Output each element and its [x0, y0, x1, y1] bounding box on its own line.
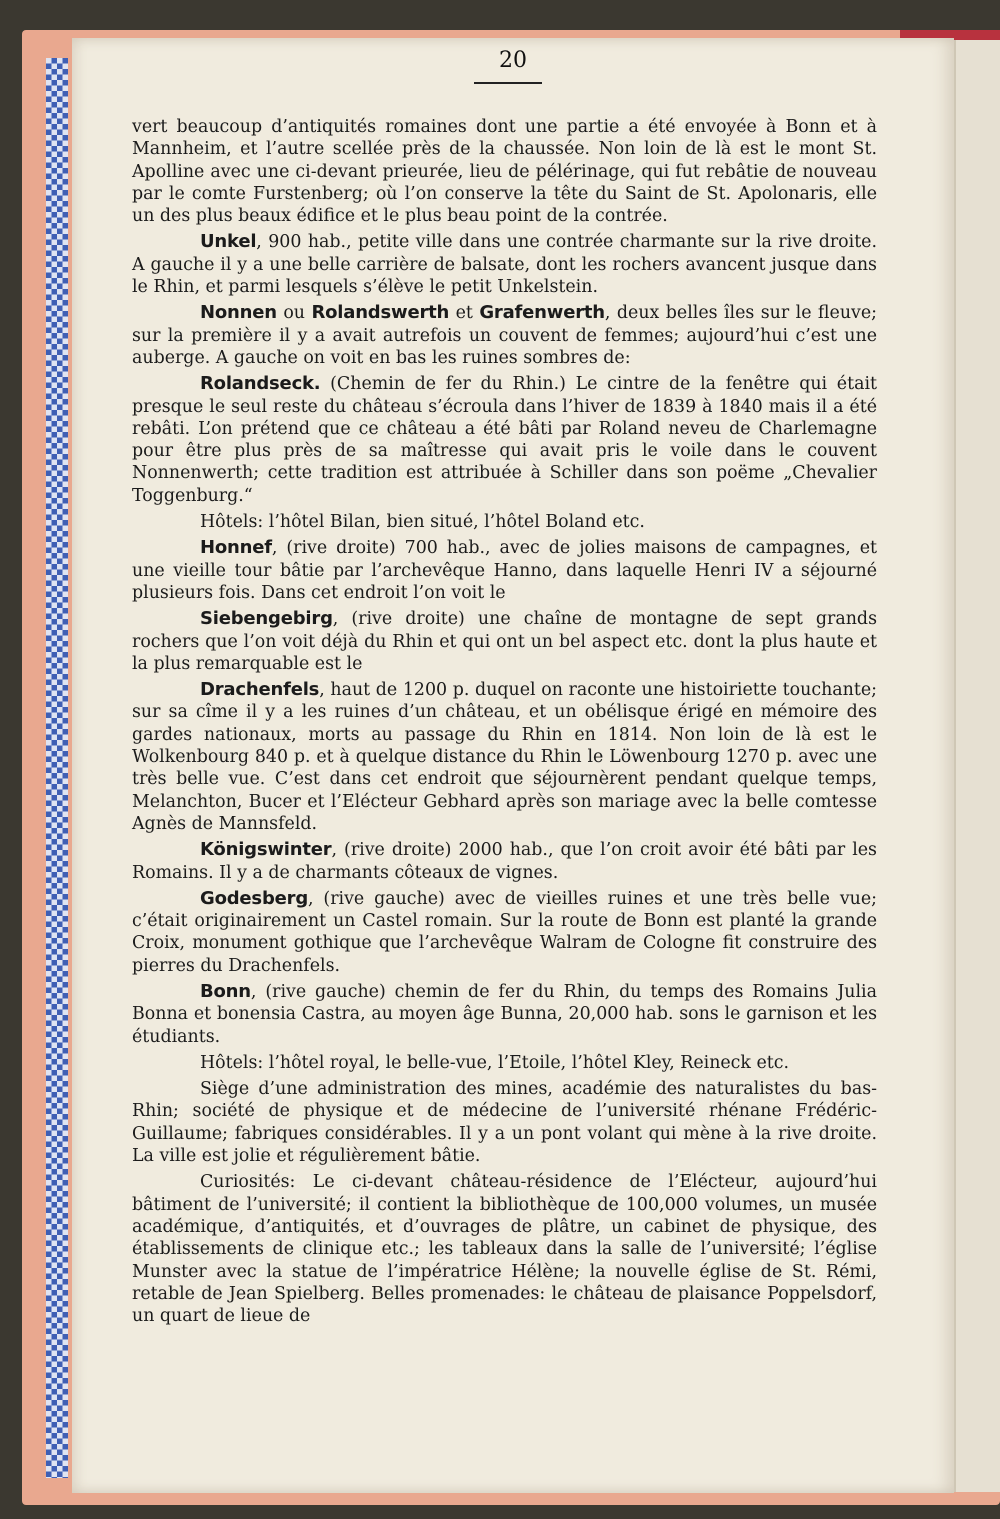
place-name: Bonn	[200, 980, 251, 1002]
paragraph-text: , deux belles îles sur le fleuve; sur la première il y a avait autrefois un couvent de femmes; aujourd’hui c’est une auberge. A gauche on voit en bas les ruines sombres de:	[132, 303, 877, 368]
page-body-text	[132, 116, 877, 1331]
place-name: Rolandseck.	[200, 373, 321, 395]
paragraph-text: , 900 hab., petite ville dans une contrée charmante sur la rive droite. A gauche il y a une belle carrière de balsate, dont les rochers avancent jusque dans le Rhin, et parmi lesquels s’élève le petit Unkelstein.	[132, 232, 877, 298]
paragraph	[132, 839, 877, 884]
place-name: Königswinter	[200, 839, 332, 861]
paragraph-text: vert beaucoup d’antiquités romaines dont une partie a été envoyée à Bonn et à Mannheim, et l’autre scellée près de la chaussée. Non loin de là est le mont St. Apolline avec une ci-devant prieurée, lieu de pélérinage, qui fut rebâtie de nouveau par le comte Furstenberg; où l’on conserve la tête du Saint de St. Apolonaris, elle un des plus beaux édifice et le plus beau point de la contrée.	[132, 117, 877, 227]
place-name: Siebengebirg	[200, 608, 333, 630]
paragraph	[132, 231, 877, 298]
paragraph-text: Siège d’une administration des mines, académie des naturalistes du bas-Rhin; société de physique et de médecine de l’université rhénane Frédéric-Guillaume; fabriques considérables. Il y a un pont volant qui mène à la rive droite. La ville est jolie et régulièrement bâtie.	[132, 1079, 877, 1167]
paragraph-text: Curiosités: Le ci-devant château-résidence de l’Elécteur, aujourd’hui bâtiment de l’université; il contient la bibliothèque de 100,000 volumes, un musée académique, d’antiquités, et d’ouvrages de plâtre, un cabinet de physique, des établissements de clinique etc.; les tableaux dans la salle de l’université; l’église Munster avec la statue de l’impératrice Hélène; la nouvelle église de St. Rémi, retable de Jean Spielberg. Belles promenades: le château de plaisance Poppelsdorf, un quart de lieue de	[132, 1172, 877, 1327]
paragraph	[132, 373, 877, 507]
paragraph	[132, 302, 877, 369]
paragraph-text: , (rive droite) 2000 hab., que l’on croit avoir été bâti par les Romains. Il y a de charmants côteaux de vignes.	[132, 840, 877, 883]
place-name: Drachenfels	[200, 679, 320, 701]
paragraph	[132, 679, 877, 835]
paragraph	[132, 1171, 877, 1327]
paragraph-text: ou	[276, 303, 312, 324]
place-name: Unkel	[200, 231, 257, 253]
book-spine-pattern	[46, 58, 68, 1478]
place-name: Nonnen	[200, 302, 277, 324]
paragraph-text: Hôtels: l’hôtel royal, le belle-vue, l’Etoile, l’hôtel Kley, Reineck etc.	[200, 1052, 790, 1073]
paragraph-text: , (rive gauche) chemin de fer du Rhin, du temps des Romains Julia Bonna et bonensia Castra, au moyen âge Bunna, 20,000 hab. sons le garnison et les étudiants.	[132, 981, 877, 1047]
paragraph	[132, 1052, 877, 1074]
book-page	[72, 38, 954, 1493]
header-rule	[474, 82, 542, 84]
paragraph-text: et	[449, 303, 480, 324]
place-name: Grafenwerth	[479, 302, 605, 324]
facing-page-edge	[954, 40, 1000, 1492]
paragraph-text: Hôtels: l’hôtel Bilan, bien situé, l’hôtel Boland etc.	[200, 512, 645, 533]
page-number: 20	[499, 48, 527, 73]
place-name: Godesberg	[200, 887, 309, 909]
paragraph	[132, 511, 877, 533]
paragraph	[132, 1078, 877, 1167]
paragraph-text: , haut de 1200 p. duquel on raconte une histoiriette touchante; sur sa cîme il y a les ruines d’un château, et un obélisque érigé en mémoire des gardes nationaux, morts au passage du Rhin en 1814. Non loin de là est le Wolkenbourg 840 p. et à quelque distance du Rhin le Löwenbourg 1270 p. avec une très belle vue. C’est dans cet endroit que séjournèrent pendant quelque temps, Melanchton, Bucer et l’Elécteur Gebhard après son mariage avec la belle comtesse Agnès de Mannsfeld.	[132, 680, 877, 834]
paragraph	[132, 981, 877, 1048]
place-name: Rolandswerth	[311, 302, 450, 324]
paragraph	[132, 608, 877, 675]
paragraph	[132, 537, 877, 604]
place-name: Honnef	[200, 537, 272, 559]
paragraph	[132, 888, 877, 977]
paragraph-text: (Chemin de fer du Rhin.) Le cintre de la fenêtre qui était presque le seul reste du château s’écroula dans l’hiver de 1839 à 1840 mais il a été rebâti. L’on prétend que ce château a été bâti par Roland neveu de Charlemagne pour être plus près de sa maîtresse qui avait pris le voile dans le couvent Nonnenwerth; cette tradition est attribuée à Schiller dans son poëme „Chevalier Toggenburg.“	[132, 374, 877, 506]
paragraph-text: , (rive droite) 700 hab., avec de jolies maisons de campagnes, et une vieille tour bâtie par l’archevêque Hanno, dans laquelle Henri IV a séjourné plusieurs fois. Dans cet endroit l’on voit le	[132, 538, 877, 603]
paragraph-text: , (rive droite) une chaîne de montagne de sept grands rochers que l’on voit déjà du Rhin et qui ont un bel aspect etc. dont la plus haute et la plus remarquable est le	[132, 609, 877, 674]
paragraph	[132, 116, 877, 227]
paragraph-text: , (rive gauche) avec de vieilles ruines et une très belle vue; c’était originairement un Castel romain. Sur la route de Bonn est planté la grande Croix, monument gothique que l’archevêque Walram de Cologne fit construire des pierres du Drachenfels.	[132, 888, 877, 976]
